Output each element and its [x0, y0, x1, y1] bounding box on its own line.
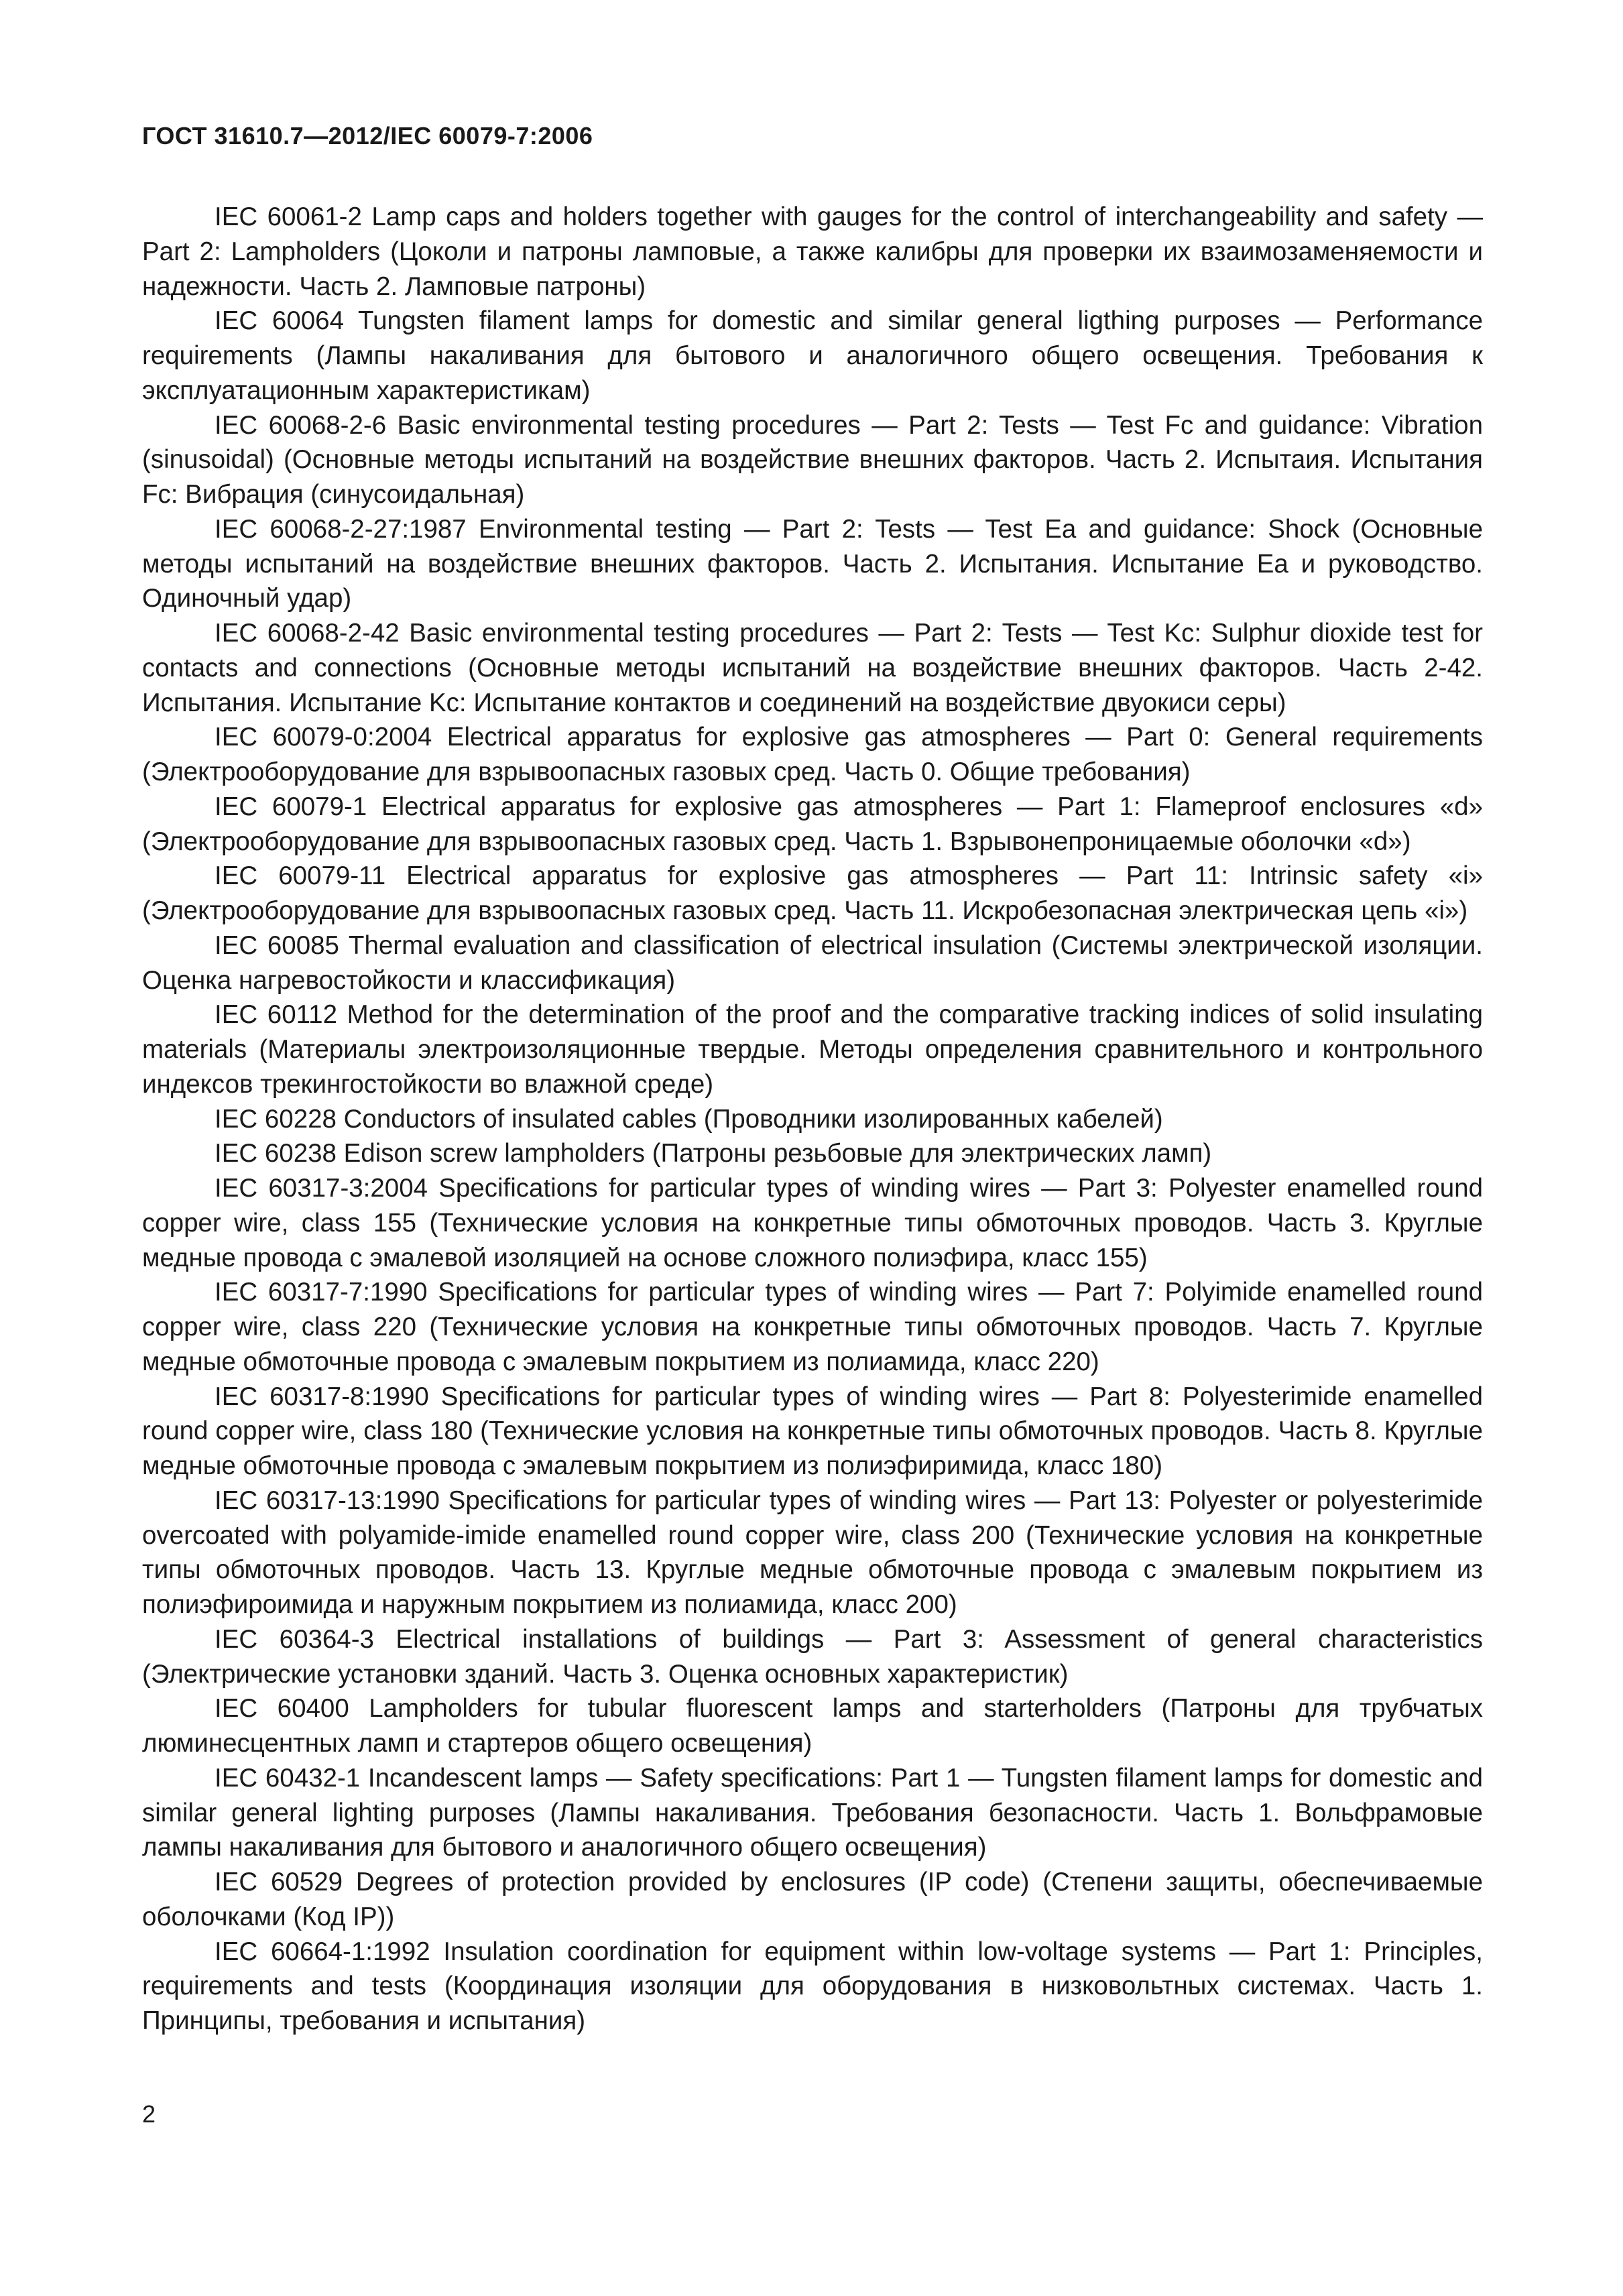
reference-entry: IEC 60079-1 Electrical apparatus for explosive gas atmospheres — Part 1: Flameproof enclosures «d» (Электрооборудование для взрывоопасных газовых сред. Часть 1. Взрывонепроницаемые оболочки «d») [142, 792, 1483, 856]
reference-entry: IEC 60317-7:1990 Specifications for particular types of winding wires — Part 7: Polyimide enamelled round copper wire, class 220 (Технические условия на конкретные типы обмоточных проводов. Часть 7. Круглые медные обмоточные провода с эмалевым покрытием из полиамида, класс 220) [142, 1278, 1483, 1376]
normative-references-list [142, 200, 1483, 2039]
standard-header: ГОСТ 31610.7—2012/IEC 60079-7:2006 [142, 122, 593, 149]
reference-entry: IEC 60112 Method for the determination of the proof and the comparative tracking indices of solid insulating materials (Материалы электроизоляционные твердые. Методы определения сравнительного и контрольного индексов трекингостойкости во влажной среде) [142, 1000, 1483, 1099]
reference-entry: IEC 60317-13:1990 Specifications for particular types of winding wires — Part 13: Polyester or polyesterimide overcoated with polyamide-imide enamelled round copper wire, class 200 (Технические условия на конкретные типы обмоточных проводов. Часть 13. Круглые медные обмоточные провода с эмалевым покрытием из полиэфироимида и наружным покрытием из полиамида, класс 200) [142, 1486, 1483, 1619]
reference-entry: IEC 60317-8:1990 Specifications for particular types of winding wires — Part 8: Polyesterimide enamelled round copper wire, class 180 (Технические условия на конкретные типы обмоточных проводов. Часть 8. Круглые медные обмоточные провода с эмалевым покрытием из полиэфиримида, класс 180) [142, 1382, 1483, 1480]
reference-entry: IEC 60317-3:2004 Specifications for particular types of winding wires — Part 3: Polyester enamelled round copper wire, class 155 (Технические условия на конкретные типы обмоточных проводов. Часть 3. Круглые медные провода с эмалевой изоляцией на основе сложного полиэфира, класс 155) [142, 1174, 1483, 1272]
page-number: 2 [142, 2100, 156, 2128]
reference-entry: IEC 60664-1:1992 Insulation coordination for equipment within low-voltage systems — Part 1: Principles, requirements and tests (Координация изоляции для оборудования в низковольтных системах. Часть 1. Принципы, требования и испытания) [142, 1937, 1483, 2035]
reference-entry: IEC 60079-11 Electrical apparatus for explosive gas atmospheres — Part 11: Intrinsic safety «i» (Электрооборудование для взрывоопасных газовых сред. Часть 11. Искробезопасная электрическая цепь «i») [142, 861, 1483, 925]
reference-entry: IEC 60068-2-6 Basic environmental testing procedures — Part 2: Tests — Test Fc and guidance: Vibration (sinusoidal) (Основные методы испытаний на воздействие внешних факторов. Часть 2. Испытаия. Испытания Fc: Вибрация (синусоидальная) [142, 410, 1483, 509]
reference-entry: IEC 60068-2-27:1987 Environmental testing — Part 2: Tests — Test Ea and guidance: Shock (Основные методы испытаний на воздействие внешних факторов. Часть 2. Испытания. Испытание Ea и руководство. Одиночный удар) [142, 514, 1483, 613]
reference-entry: IEC 60085 Thermal evaluation and classification of electrical insulation (Системы электрической изоляции. Оценка нагревостойкости и классификация) [142, 930, 1483, 995]
reference-entry: IEC 60238 Edison screw lampholders (Патроны резьбовые для электрических ламп) [215, 1139, 1212, 1168]
reference-entry: IEC 60061-2 Lamp caps and holders together with gauges for the control of interchangeability and safety — Part 2: Lampholders (Цоколи и патроны ламповые, а также калибры для проверки их взаимозаменяемости и надежности. Часть 2. Ламповые патроны) [142, 202, 1483, 301]
reference-entry: IEC 60064 Tungsten filament lamps for domestic and similar general ligthing purposes — Performance requirements (Лампы накаливания для бытового и аналогичного общего освещения. Требования к эксплуатационным характеристикам) [142, 306, 1483, 405]
reference-entry: IEC 60068-2-42 Basic environmental testing procedures — Part 2: Tests — Test Kc: Sulphur dioxide test for contacts and connections (Основные методы испытаний на воздействие внешних факторов. Часть 2-42. Испытания. Испытание Kc: Испытание контактов и соединений на воздействие двуокиси серы) [142, 619, 1483, 717]
reference-entry: IEC 60529 Degrees of protection provided by enclosures (IP code) (Степени защиты, обеспечиваемые оболочками (Код IP)) [142, 1868, 1483, 1931]
reference-entry: IEC 60400 Lampholders for tubular fluorescent lamps and starterholders (Патроны для трубчатых люминесцентных ламп и стартеров общего освещения) [142, 1694, 1483, 1758]
reference-entry: IEC 60432-1 Incandescent lamps — Safety specifications: Part 1 — Tungsten filament lamps for domestic and similar general lighting purposes (Лампы накаливания. Требования безопасности. Часть 1. Вольфрамовые лампы накаливания для бытового и аналогичного общего освещения) [142, 1763, 1483, 1862]
reference-entry: IEC 60364-3 Electrical installations of buildings — Part 3: Assessment of general characteristics (Электрические установки зданий. Часть 3. Оценка основных характеристик) [142, 1624, 1483, 1689]
reference-entry: IEC 60079-0:2004 Electrical apparatus for explosive gas atmospheres — Part 0: General requirements (Электрооборудование для взрывоопасных газовых сред. Часть 0. Общие требования) [142, 723, 1483, 786]
reference-entry: IEC 60228 Conductors of insulated cables (Проводники изолированных кабелей) [215, 1104, 1163, 1134]
